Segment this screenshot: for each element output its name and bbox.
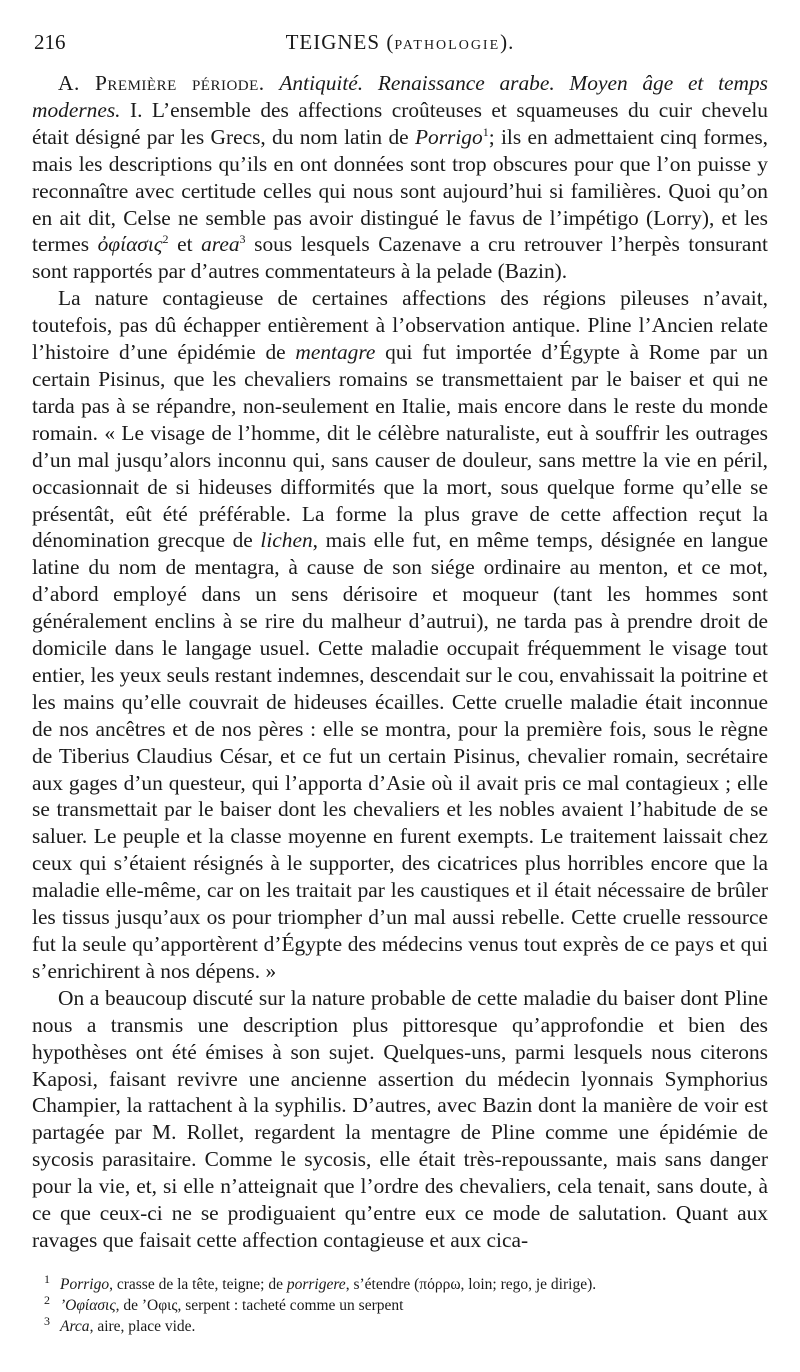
p1-text-d: sous lesquels Cazenave a cru retrouver l’herpès tonsurant sont rapportés par d’autres commentateurs à la pelade (Bazin). [32,232,768,284]
footnote-2: 2 ’Οφίασις, de ’Οφις, serpent : tacheté comme un serpent [44,1292,404,1314]
paragraph-3: On a beaucoup discuté sur la nature probable de cette maladie du baiser dont Pline nous a transmis une description plus pittoresque qu’approfondie et bien des hypothèses ont été émises à son sujet. Quelques-uns, parmi lesquels nous citerons Kaposi, faisant revivre une ancienne assertion du médecin lyonnais Symphorius Champier, la rattachent à la syphilis. D’autres, avec Bazin dont la manière de voir est partagée par M. Rollet, regardent la mentagre de Pline comme une épidémie de sycosis parasitaire. Comme le sycosis, elle était très-repoussante, mais sans danger pour la vie, et, si elle n’atteignait que l’ordre des chevaliers, cela tenait, sans doute, à ce que ceux-ci ne se prodiguaient qu’entre eux ce mode de salutation. Quant aux ravages que faisait cette affection contagieuse et aux cica- [32,985,768,1252]
p2-text-a: La nature contagieuse de certaines affections des régions pileuses n’avait, toutefois, pas dû échapper entièrement à l’observation antique. Pline l’Ancien relate l’histoire d’une épidémie de [32,286,768,365]
p2-text-c: , mais elle fut, en même temps, désignée en langue latine du nom de mentagra, à cause de son siége ordinaire au menton, et ce mot, d’abord employé dans un sens dérisoire et moqueur (tant les hommes sont généralement enclins à se rire du malheur d’autrui), ne tarda pas à prendre droit de domicile dans le langage usuel. Cette maladie occupait fréquemment le visage tout entier, les yeux seuls restant indemnes, descendait sur le cou, envahissait la poitrine et les mains qu’elle couvrait de hideuses écailles. Cette cruelle maladie était inconnue de nos ancêtres et de nos pères : elle se montra, pour la première fois, sous le règne de Tiberius Claudius César, et ce fut un certain Pisinus, chevalier romain, secrétaire aux gages d’un questeur, qui l’apporta d’Asie où il avait pris ce mal contagieux ; elle se transmettait par le baiser dont les chevaliers et les nobles avaient l’habitude de se saluer. Le peuple et la classe moyenne en furent exempts. Le traitement laissait chez ceux qui s’étaient résignés à le supporter, des cicatrices plus horribles encore que la maladie elle-même, car on les traitait par les caustiques et il était nécessaire de brûler les tissus jusqu’aux os pour triompher d’un mal aussi rebelle. Cette cruelle ressource fut la seule qu’apportèrent d’Égypte des médecins venus tout exprès de ce pays et qui s’enrichirent à nos dépens. » [32,528,768,983]
footnote-term-2: porrigere [286,1275,346,1293]
p1-term-ophiasis: ὀφίασις [97,232,163,257]
paragraph-1 [32,70,768,285]
footnote-text: , crasse de la tête, teigne; de [109,1275,287,1293]
p1-text-c: et [168,232,202,257]
p2-term-lichen: lichen [260,528,313,553]
running-title-main: TEIGNES [285,30,381,54]
p2-text-b: qui fut importée d’Égypte à Rome par un certain Pisinus, que les chevaliers romains se transmettaient par le baiser et qui ne tarda pas à se répandre, non-seulement en Italie, mais encore dans le reste du monde romain. « Le visage de l’homme, dit le célèbre naturaliste, eut à souffrir les outrages d’un mal jusqu’alors inconnu qui, sans causer de douleur, sans mettre la vie en péril, occasionnait de si hideuses difformités que la mort, sous quelque forme qu’elle se présentât, eût été préférable. La forme la plus grave de cette affection reçut la dénomination grecque de [32,340,768,553]
p1-term-area: area [201,232,240,257]
paragraph-2 [32,285,768,985]
body-text [32,70,768,1254]
section-heading: A. Première période. [58,71,265,95]
footnote-text: , aire, place vide. [89,1317,196,1335]
footnotes [32,1271,768,1337]
running-title [32,30,768,55]
running-title-open: ( [380,30,395,54]
section-subheading: Antiquité. Renaissance arabe. Moyen âge et temps modernes. [32,71,768,122]
p1-space [265,71,280,95]
footnote-term: Porrigo [60,1275,110,1293]
footnote-ref-2: 2 [162,232,169,247]
running-title-close: ). [500,30,515,54]
footnote-ref-3: 3 [239,232,246,247]
footnote-text-rest: , s’étendre (πόρρω, loin; rego, je dirige). [345,1275,597,1293]
footnote-3: 3 Arca, aire, place vide. [44,1313,196,1335]
running-title-sub: PATHOLOGIE [394,38,501,53]
footnote-ref-1: 1 [482,124,489,139]
page-number: 216 [34,30,66,54]
footnote-text: , de ’Οφις, serpent : tacheté comme un serpent [115,1296,404,1314]
footnote-term: Arca [60,1317,90,1335]
p1-text-a: I. L’ensemble des affections croûteuses et squameuses du cuir chevelu était désigné par les Grecs, du nom latin de [32,97,768,149]
page-header [32,30,768,60]
footnote-1: 1 Porrigo, crasse de la tête, teigne; de porrigere, s’étendre (πόρρω, loin; rego, je dirige). [44,1271,597,1293]
footnote-term: ’Οφίασις [60,1296,116,1314]
p1-text-b: ; ils en admettaient cinq formes, mais les descriptions qu’ils en ont données sont trop obscures pour que l’on puisse y reconnaître avec certitude celles qui nous sont aujourd’hui si familières. Quoi qu’on en ait dit, Celse ne semble pas avoir distingué le favus de l’impétigo (Lorry), et les termes [32,124,768,257]
p2-term-mentagre: mentagre [295,340,376,365]
p1-term-porrigo: Porrigo [414,124,483,149]
